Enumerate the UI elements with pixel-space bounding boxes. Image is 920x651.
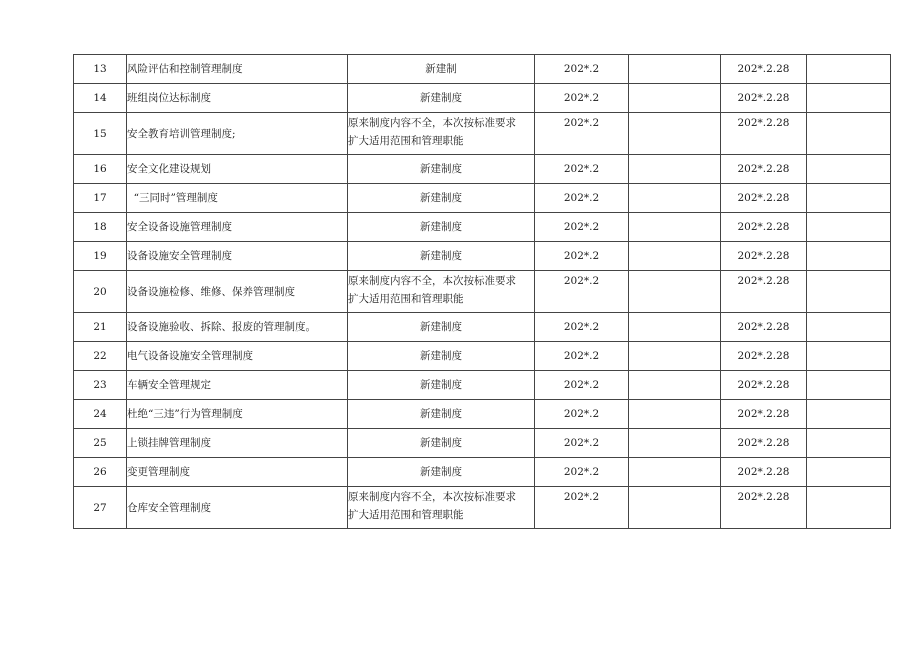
blank-cell <box>629 271 721 313</box>
regulation-name: 安全教育培训管理制度; <box>127 113 348 155</box>
start-date: 202*.2 <box>535 242 629 271</box>
completion-date: 202*.2.28 <box>721 313 807 342</box>
regulation-name: 电气设备设施安全管理制度 <box>127 342 348 371</box>
completion-date: 202*.2.28 <box>721 213 807 242</box>
blank-cell <box>629 113 721 155</box>
completion-date: 202*.2.28 <box>721 342 807 371</box>
remarks-cell <box>807 271 891 313</box>
completion-date: 202*.2.28 <box>721 400 807 429</box>
regulation-name: 班组岗位达标制度 <box>127 84 348 113</box>
revision-description <box>348 371 535 400</box>
remarks-cell <box>807 213 891 242</box>
blank-cell <box>629 342 721 371</box>
table-row <box>74 271 891 313</box>
revision-description <box>348 84 535 113</box>
table-row <box>74 213 891 242</box>
remarks-cell <box>807 113 891 155</box>
description-line: 新建制度 <box>420 437 462 449</box>
blank-cell <box>629 371 721 400</box>
blank-cell <box>629 242 721 271</box>
remarks-cell <box>807 342 891 371</box>
row-number: 17 <box>74 184 127 213</box>
table-row <box>74 429 891 458</box>
completion-date: 202*.2.28 <box>721 84 807 113</box>
regulation-name: 设备设施检修、维修、保养管理制度 <box>127 271 348 313</box>
remarks-cell <box>807 184 891 213</box>
completion-date: 202*.2.28 <box>721 271 807 313</box>
blank-cell <box>629 487 721 529</box>
row-number: 15 <box>74 113 127 155</box>
blank-cell <box>629 84 721 113</box>
revision-description <box>348 184 535 213</box>
row-number: 13 <box>74 55 127 84</box>
description-line: 新建制度 <box>420 92 462 104</box>
regulation-name: 上锁挂牌管理制度 <box>127 429 348 458</box>
start-date: 202*.2 <box>535 342 629 371</box>
completion-date: 202*.2.28 <box>721 155 807 184</box>
blank-cell <box>629 184 721 213</box>
revision-description <box>348 113 535 155</box>
description-line: 新建制 <box>425 63 457 75</box>
start-date: 202*.2 <box>535 184 629 213</box>
completion-date: 202*.2.28 <box>721 113 807 155</box>
blank-cell <box>629 458 721 487</box>
blank-cell <box>629 313 721 342</box>
row-number: 23 <box>74 371 127 400</box>
revision-description <box>348 487 535 529</box>
completion-date: 202*.2.28 <box>721 242 807 271</box>
description-line: 扩大适用范围和管理职能 <box>348 135 464 147</box>
completion-date: 202*.2.28 <box>721 184 807 213</box>
regulation-name: 设备设施验收、拆除、报废的管理制度。 <box>127 313 348 342</box>
row-number: 27 <box>74 487 127 529</box>
description-line: 新建制度 <box>420 408 462 420</box>
completion-date: 202*.2.28 <box>721 55 807 84</box>
table-row <box>74 371 891 400</box>
row-number: 19 <box>74 242 127 271</box>
regulation-table <box>73 54 891 529</box>
table-row <box>74 400 891 429</box>
table-row <box>74 55 891 84</box>
start-date: 202*.2 <box>535 429 629 458</box>
completion-date: 202*.2.28 <box>721 371 807 400</box>
remarks-cell <box>807 84 891 113</box>
row-number: 18 <box>74 213 127 242</box>
start-date: 202*.2 <box>535 271 629 313</box>
row-number: 14 <box>74 84 127 113</box>
table-row <box>74 313 891 342</box>
table-row <box>74 113 891 155</box>
description-line: 新建制度 <box>420 221 462 233</box>
completion-date: 202*.2.28 <box>721 429 807 458</box>
table-row <box>74 342 891 371</box>
revision-description <box>348 271 535 313</box>
start-date: 202*.2 <box>535 55 629 84</box>
remarks-cell <box>807 429 891 458</box>
table-row <box>74 487 891 529</box>
start-date: 202*.2 <box>535 84 629 113</box>
description-line: 新建制度 <box>420 350 462 362</box>
revision-description <box>348 429 535 458</box>
row-number: 25 <box>74 429 127 458</box>
blank-cell <box>629 213 721 242</box>
start-date: 202*.2 <box>535 155 629 184</box>
row-number: 22 <box>74 342 127 371</box>
regulation-name: 仓库安全管理制度 <box>127 487 348 529</box>
table-row <box>74 184 891 213</box>
blank-cell <box>629 155 721 184</box>
table-row <box>74 84 891 113</box>
description-line: 原来制度内容不全，本次按标准要求 <box>348 275 516 287</box>
start-date: 202*.2 <box>535 371 629 400</box>
description-line: 新建制度 <box>420 163 462 175</box>
blank-cell <box>629 400 721 429</box>
start-date: 202*.2 <box>535 487 629 529</box>
blank-cell <box>629 429 721 458</box>
revision-description <box>348 155 535 184</box>
start-date: 202*.2 <box>535 313 629 342</box>
regulation-name: 设备设施安全管理制度 <box>127 242 348 271</box>
table-body <box>74 55 891 529</box>
row-number: 24 <box>74 400 127 429</box>
revision-description <box>348 400 535 429</box>
revision-description <box>348 242 535 271</box>
start-date: 202*.2 <box>535 458 629 487</box>
remarks-cell <box>807 458 891 487</box>
remarks-cell <box>807 487 891 529</box>
description-line: 新建制度 <box>420 192 462 204</box>
description-line: 扩大适用范围和管理职能 <box>348 509 464 521</box>
remarks-cell <box>807 242 891 271</box>
description-line: 新建制度 <box>420 466 462 478</box>
table-row <box>74 242 891 271</box>
regulation-name: 安全设备设施管理制度 <box>127 213 348 242</box>
completion-date: 202*.2.28 <box>721 458 807 487</box>
regulation-name: “三同时”管理制度 <box>127 184 348 213</box>
row-number: 20 <box>74 271 127 313</box>
revision-description <box>348 458 535 487</box>
table-row <box>74 155 891 184</box>
description-line: 新建制度 <box>420 250 462 262</box>
row-number: 26 <box>74 458 127 487</box>
regulation-name: 安全文化建设规划 <box>127 155 348 184</box>
regulation-name: 变更管理制度 <box>127 458 348 487</box>
description-line: 原来制度内容不全，本次按标准要求 <box>348 117 516 129</box>
description-line: 新建制度 <box>420 379 462 391</box>
blank-cell <box>629 55 721 84</box>
revision-description <box>348 213 535 242</box>
start-date: 202*.2 <box>535 113 629 155</box>
regulation-name: 车辆安全管理规定 <box>127 371 348 400</box>
revision-description <box>348 313 535 342</box>
remarks-cell <box>807 371 891 400</box>
start-date: 202*.2 <box>535 400 629 429</box>
description-line: 扩大适用范围和管理职能 <box>348 293 464 305</box>
revision-description <box>348 55 535 84</box>
description-line: 原来制度内容不全，本次按标准要求 <box>348 491 516 503</box>
completion-date: 202*.2.28 <box>721 487 807 529</box>
regulation-name: 风险评估和控制管理制度 <box>127 55 348 84</box>
remarks-cell <box>807 400 891 429</box>
start-date: 202*.2 <box>535 213 629 242</box>
revision-description <box>348 342 535 371</box>
remarks-cell <box>807 313 891 342</box>
regulation-name: 杜绝“三违”行为管理制度 <box>127 400 348 429</box>
table-row <box>74 458 891 487</box>
remarks-cell <box>807 155 891 184</box>
row-number: 21 <box>74 313 127 342</box>
row-number: 16 <box>74 155 127 184</box>
remarks-cell <box>807 55 891 84</box>
description-line: 新建制度 <box>420 321 462 333</box>
